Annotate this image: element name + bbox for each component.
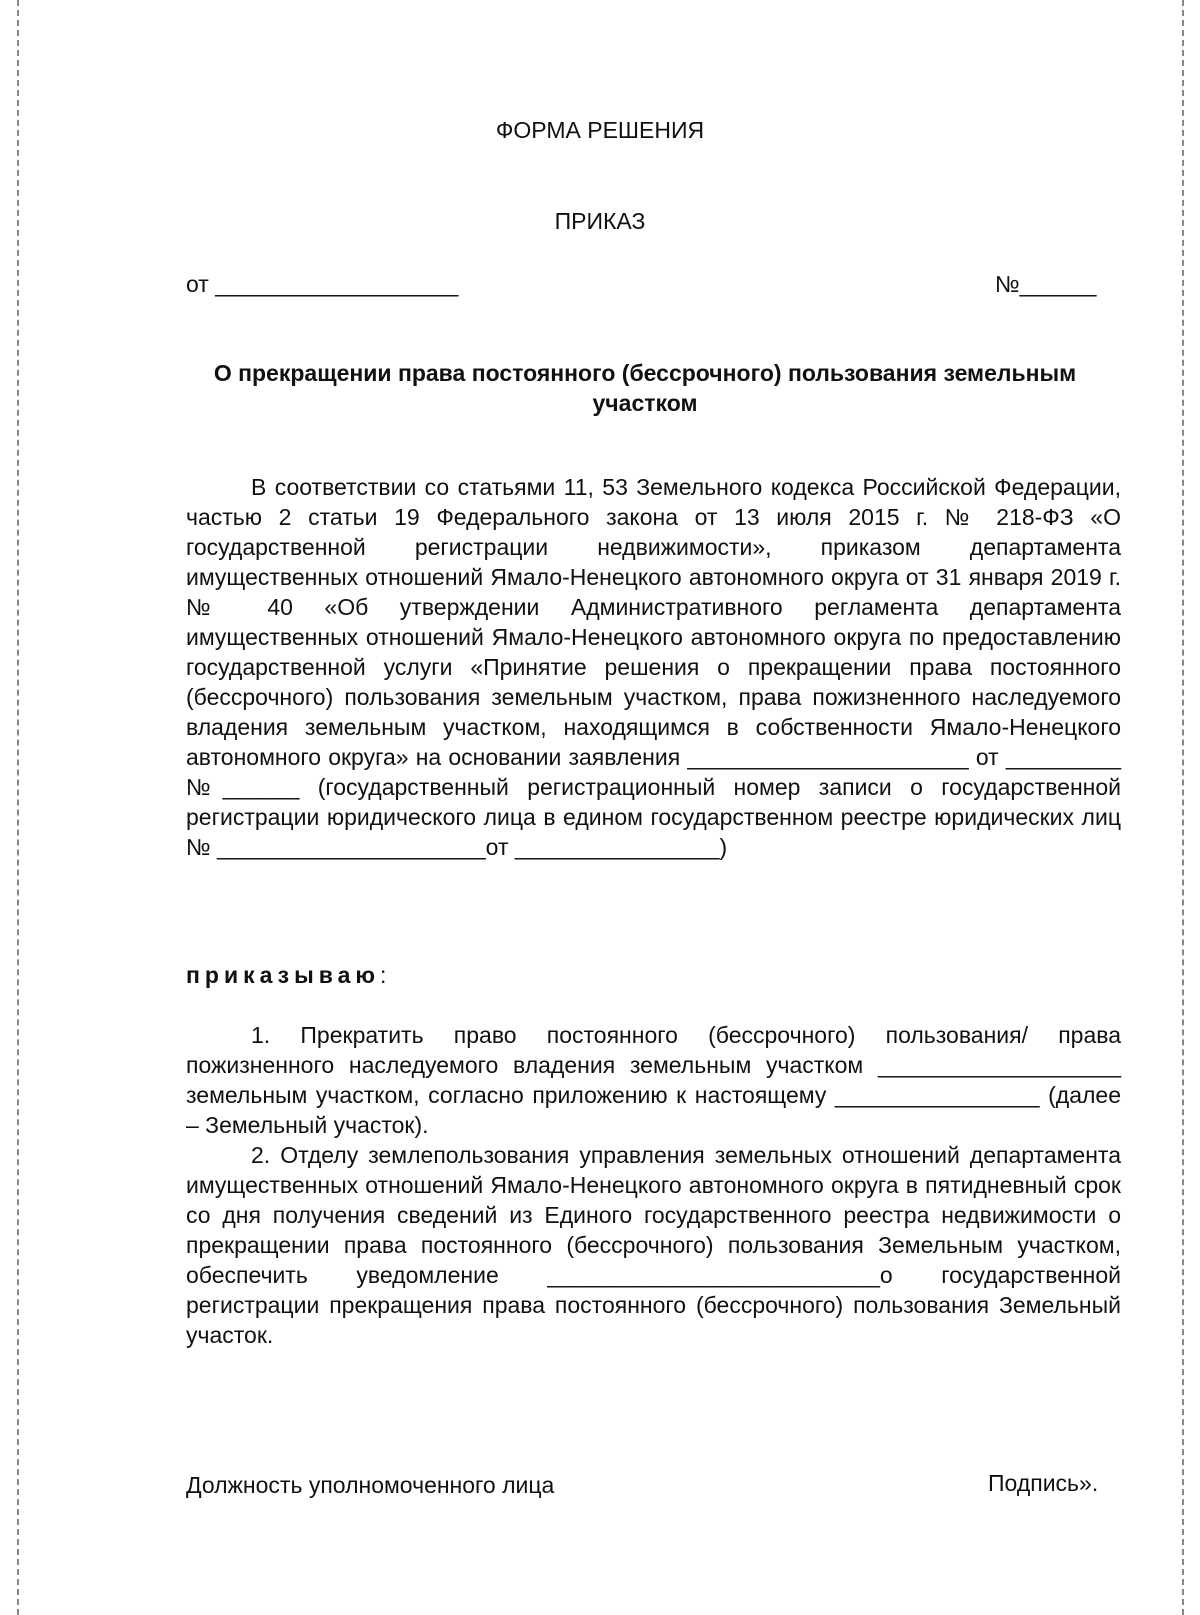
document-type: ПРИКАЗ	[554, 208, 646, 234]
document-subject: О прекращении права постоянного (бессрочного) пользования земельным участком	[213, 360, 1077, 416]
signer-position: Должность уполномоченного лица	[186, 1472, 555, 1498]
order-clause	[186, 960, 386, 990]
order-item-1: 1. Прекратить право постоянного (бессрочного) пользования/ права пожизненного наследуемого владения земельным участком ___________________ земельным участком, согласно приложению к настоящему ________________ (далее – Земельный участок).	[186, 1022, 1121, 1138]
signature-placeholder: Подпись».	[988, 1470, 1099, 1496]
date-field-line: от ___________________	[186, 271, 459, 297]
number-field-line: №______	[995, 271, 1097, 297]
basis-paragraph: В соответствии со статьями 11, 53 Земельного кодекса Российской Федерации, частью 2 статьи 19 Федерального закона от 13 июля 2015 г. № 218-ФЗ «О государственной регистрации недвижимости», приказом департамента имущественных отношений Ямало-Ненецкого автономного округа от 31 января 2019 г. № 40 «Об утверждении Административного регламента департамента имущественных отношений Ямало-Ненецкого автономного округа по предоставлению государственной услуги «Принятие решения о прекращении права постоянного (бессрочного) пользования земельным участком, права пожизненного наследуемого владения земельным участком, находящимся в собственности Ямало-Ненецкого автономного округа» на основании заявления ______________________ от _________ №______ (государственный регистрационный номер записи о государственной регистрации юридического лица в едином государственном реестре юридических лиц № _____________________от ________________)	[186, 474, 1121, 860]
order-colon: :	[380, 962, 387, 988]
order-word: приказываю	[186, 962, 381, 988]
scan-edge-left	[17, 0, 21, 1615]
order-item-2: 2. Отделу землепользования управления земельных отношений департамента имущественных отношений Ямало-Ненецкого автономного округа в пятидневный срок со дня получения сведений из Единого государственного реестра недвижимости о прекращении права постоянного (бессрочного) пользования Земельным участком, обеспечить уведомление __________________________о государственной регистрации прекращения права постоянного (бессрочного) пользования Земельный участок.	[186, 1142, 1121, 1348]
form-title: ФОРМА РЕШЕНИЯ	[495, 117, 705, 143]
scan-edge-right	[1182, 0, 1186, 1615]
